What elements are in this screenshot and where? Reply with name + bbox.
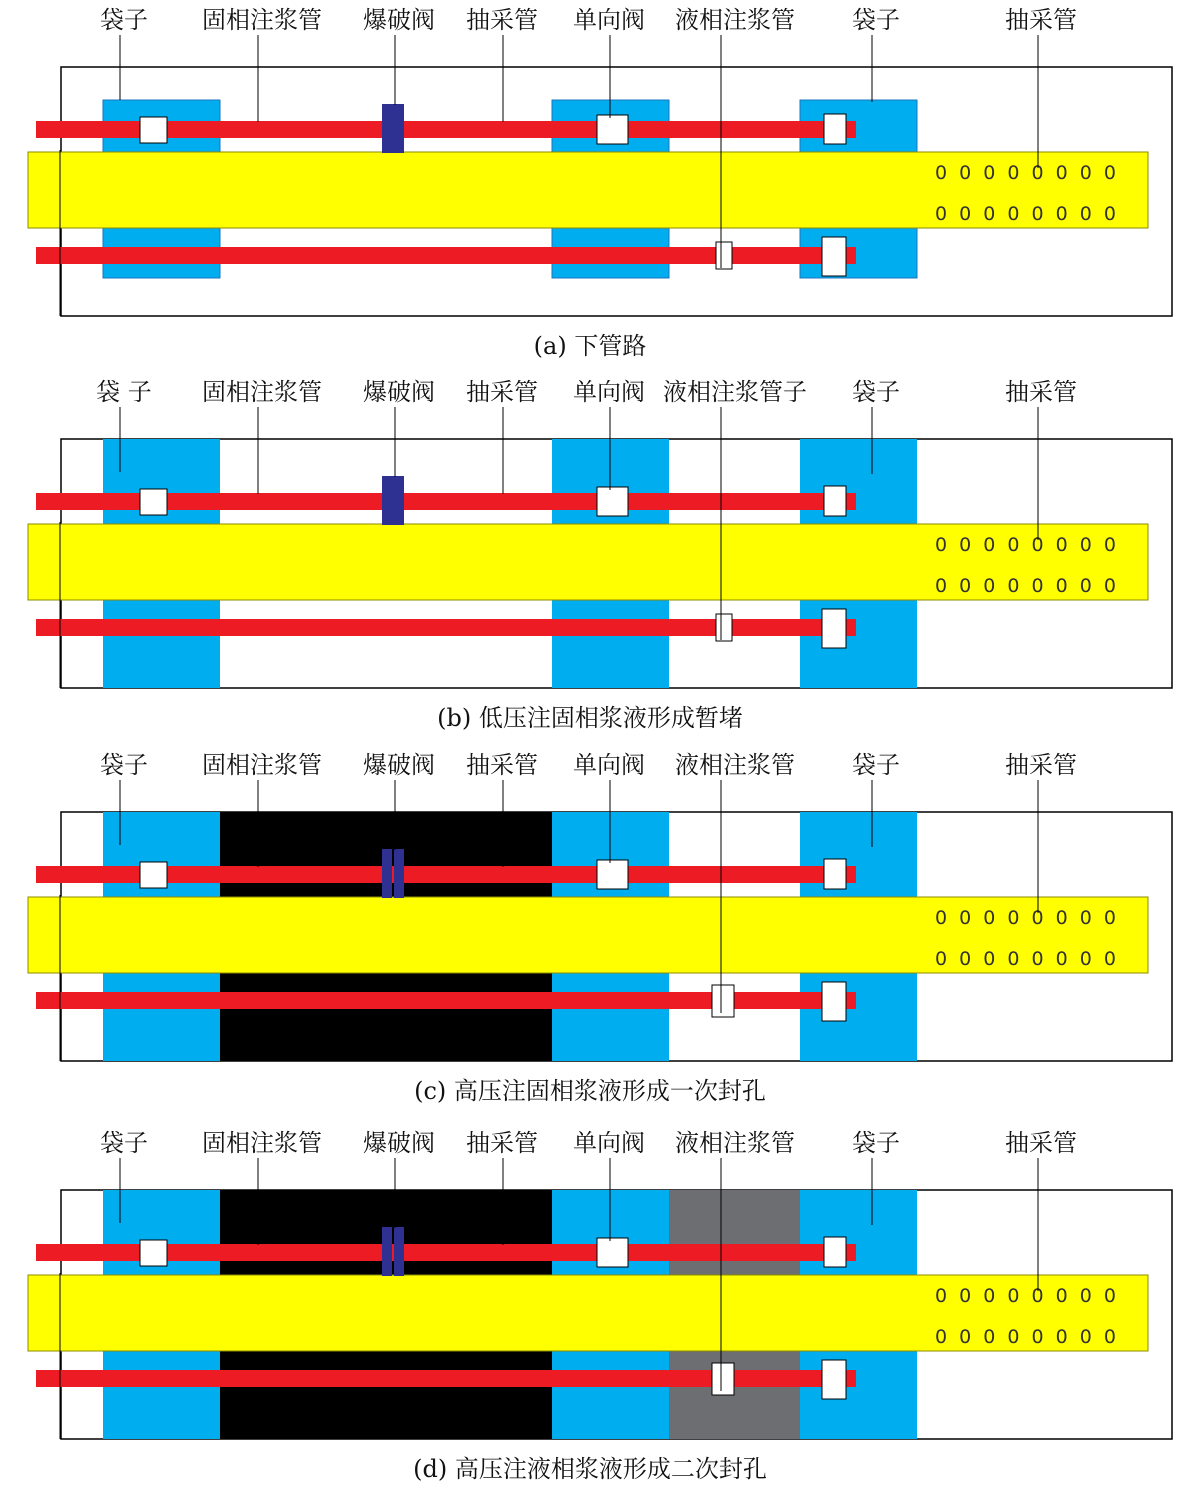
check-valve-2 [597,1238,628,1267]
label-5: 单向阀 [573,378,645,406]
extraction-holes-row: 0 0 0 0 0 0 0 0 [935,203,1119,225]
check-valve-4 [716,614,732,641]
check-valve-5 [822,237,846,276]
label-1: 袋子 [100,6,148,34]
label-5: 单向阀 [573,1129,645,1157]
label-7: 袋子 [852,378,900,406]
label-4: 抽采管 [466,751,538,779]
label-8: 抽采管 [1005,378,1077,406]
label-3: 爆破阀 [363,378,435,406]
panel-caption: (d) 高压注液相浆液形成二次封孔 [413,1455,767,1483]
panel-a [28,6,1172,360]
label-5: 单向阀 [573,6,645,34]
label-4: 抽采管 [466,6,538,34]
blast-valve-right [394,849,404,898]
liquid-grout-pipe [36,247,856,264]
panel-caption: (c) 高压注固相浆液形成一次封孔 [414,1077,766,1105]
check-valve-3 [824,1237,846,1267]
check-valve-1 [140,117,167,143]
label-2: 固相注浆管 [202,751,322,779]
label-4: 抽采管 [466,1129,538,1157]
check-valve-2 [597,860,628,889]
label-6: 液相注浆管子 [663,378,807,406]
label-3: 爆破阀 [363,751,435,779]
check-valve-5 [822,1360,846,1399]
blast-valve [382,104,404,153]
check-valve-1 [140,1240,167,1266]
blast-valve-left [382,1227,392,1276]
extraction-holes-row: 0 0 0 0 0 0 0 0 [935,534,1119,556]
label-5: 单向阀 [573,751,645,779]
extraction-holes-row: 0 0 0 0 0 0 0 0 [935,1326,1119,1348]
check-valve-4 [716,242,732,269]
label-2: 固相注浆管 [202,6,322,34]
panel-caption: (a) 下管路 [533,332,647,360]
label-7: 袋子 [852,751,900,779]
label-2: 固相注浆管 [202,1129,322,1157]
label-1: 袋子 [100,751,148,779]
extraction-holes-row: 0 0 0 0 0 0 0 0 [935,907,1119,929]
check-valve-2 [597,115,628,144]
panel-b [28,378,1172,732]
label-4: 抽采管 [466,378,538,406]
label-1: 袋子 [100,1129,148,1157]
extraction-holes-row: 0 0 0 0 0 0 0 0 [935,1285,1119,1307]
label-7: 袋子 [852,6,900,34]
check-valve-5 [822,982,846,1021]
blast-valve-right [394,1227,404,1276]
check-valve-1 [140,862,167,888]
panel-c [28,751,1172,1105]
label-8: 抽采管 [1005,751,1077,779]
check-valve-2 [597,487,628,516]
blast-valve-left [382,849,392,898]
label-6: 液相注浆管 [675,1129,795,1157]
check-valve-3 [824,486,846,516]
label-8: 抽采管 [1005,6,1077,34]
liquid-grout-pipe [36,619,856,636]
extraction-holes-row: 0 0 0 0 0 0 0 0 [935,575,1119,597]
panel-caption: (b) 低压注固相浆液形成暂堵 [437,704,743,732]
check-valve-4 [712,1363,734,1395]
check-valve-4 [712,985,734,1017]
extraction-holes-row: 0 0 0 0 0 0 0 0 [935,162,1119,184]
label-1: 袋 子 [96,378,152,406]
label-3: 爆破阀 [363,6,435,34]
extraction-holes-row: 0 0 0 0 0 0 0 0 [935,948,1119,970]
label-7: 袋子 [852,1129,900,1157]
check-valve-3 [824,859,846,889]
check-valve-3 [824,114,846,144]
label-3: 爆破阀 [363,1129,435,1157]
label-8: 抽采管 [1005,1129,1077,1157]
panel-d [28,1129,1172,1483]
check-valve-1 [140,489,167,515]
label-6: 液相注浆管 [675,6,795,34]
label-2: 固相注浆管 [202,378,322,406]
blast-valve [382,476,404,525]
check-valve-5 [822,609,846,648]
label-6: 液相注浆管 [675,751,795,779]
